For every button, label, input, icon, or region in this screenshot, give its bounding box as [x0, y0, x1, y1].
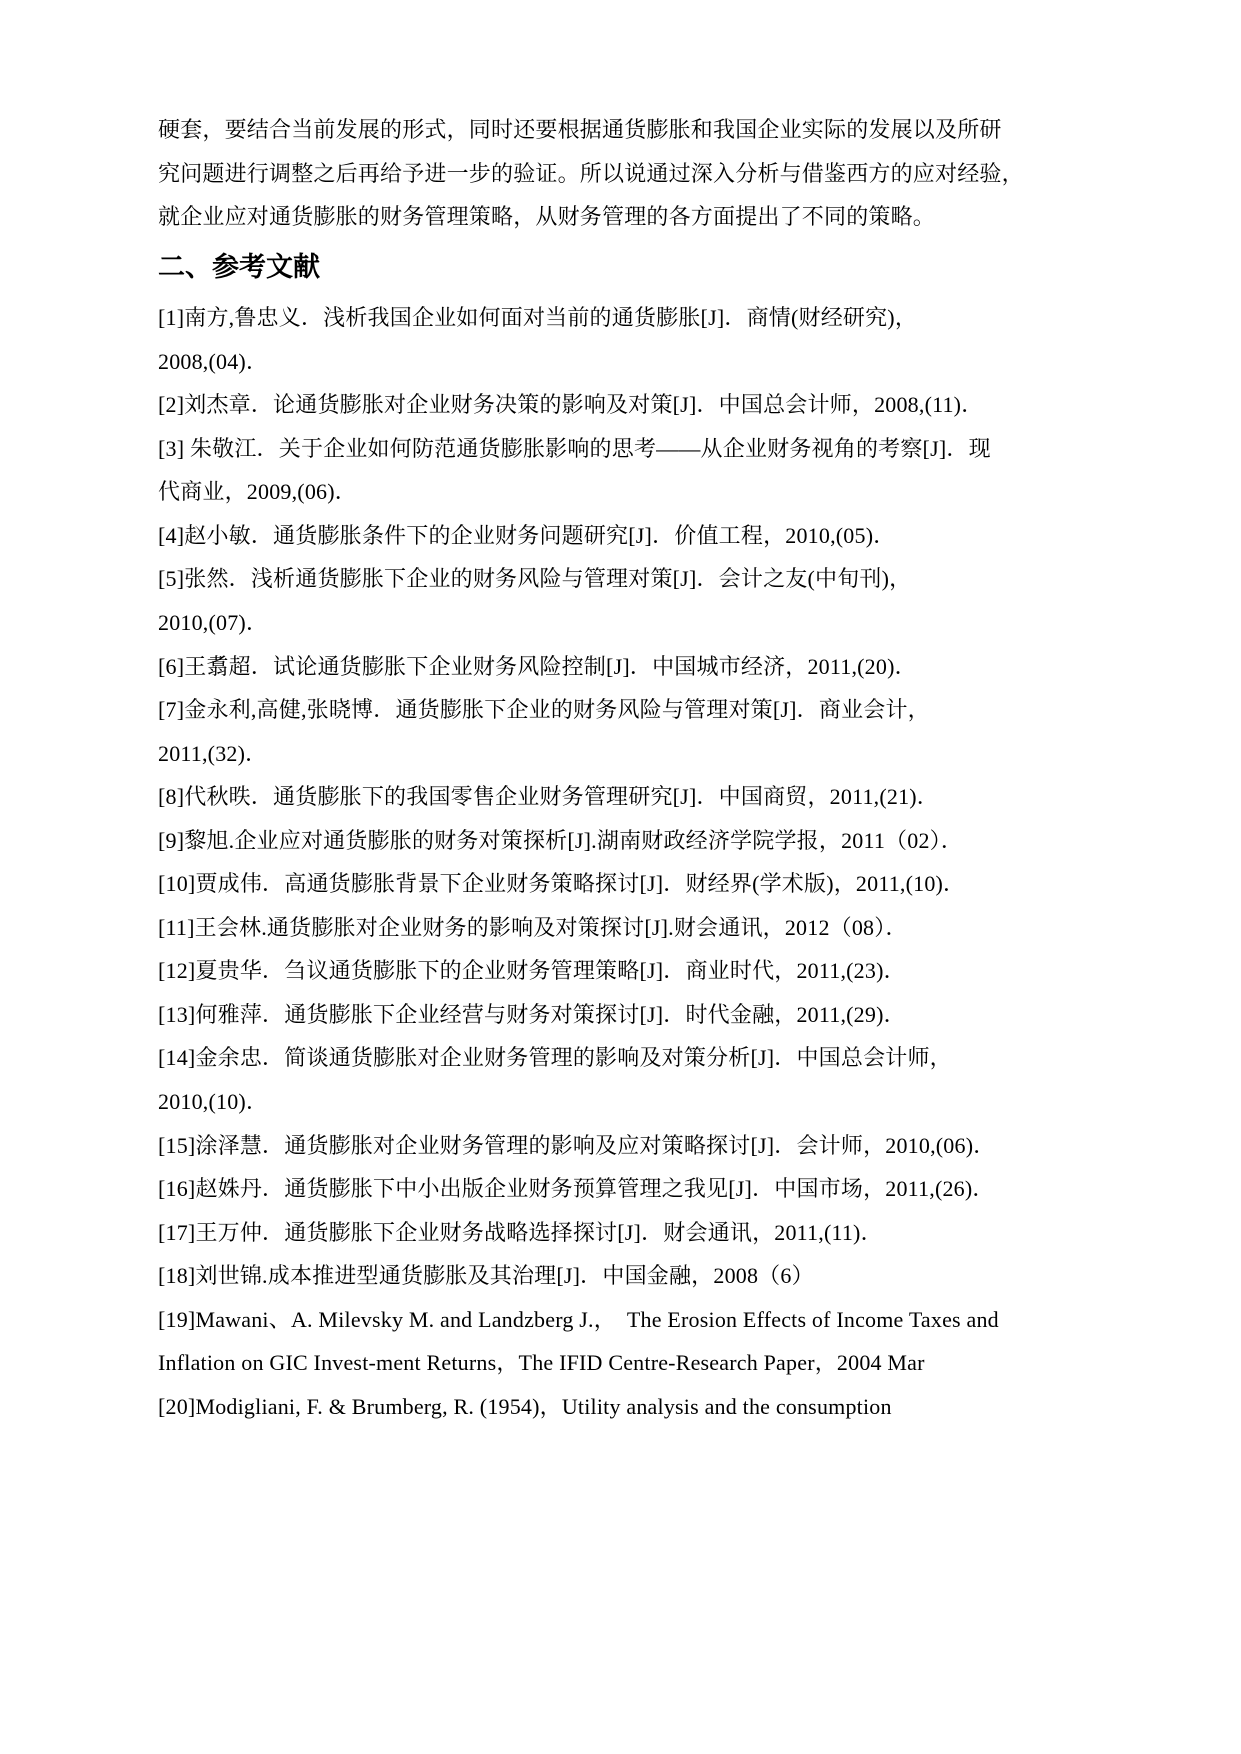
reference-line: [2]刘杰章．论通货膨胀对企业财务决策的影响及对策[J]．中国总会计师，2008,(11)．	[158, 392, 984, 418]
references-list	[158, 296, 1058, 1428]
reference-item	[158, 1298, 1058, 1385]
reference-item	[158, 1385, 1058, 1429]
reference-line: [4]赵小敏．通货膨胀条件下的企业财务问题研究[J]．价值工程，2010,(05)．	[158, 522, 896, 548]
reference-line: [13]何雅萍．通货膨胀下企业经营与财务对策探讨[J]．时代金融，2011,(29)．	[158, 1001, 906, 1027]
reference-line: [3] 朱敬江．关于企业如何防范通货膨胀影响的思考——从企业财务视角的考察[J]．现	[158, 435, 991, 461]
reference-line: [12]夏贵华．刍议通货膨胀下的企业财务管理策略[J]．商业时代，2011,(23)．	[158, 958, 906, 984]
reference-item	[158, 645, 1058, 689]
reference-line: 2010,(10)．	[158, 1088, 269, 1114]
paragraph-line: 硬套，要结合当前发展的形式，同时还要根据通货膨胀和我国企业实际的发展以及所研	[158, 117, 1002, 142]
reference-item	[158, 775, 1058, 819]
body-paragraph	[158, 108, 1058, 239]
reference-line: [11]王会林.通货膨胀对企业财务的影响及对策探讨[J].财会通讯，2012（08）．	[158, 914, 908, 940]
reference-line: [15]涂泽慧．通货膨胀对企业财务管理的影响及应对策略探讨[J]．会计师，2010,(06)．	[158, 1132, 996, 1158]
reference-line: [14]金余忠．简谈通货膨胀对企业财务管理的影响及对策分析[J]．中国总会计师，	[158, 1045, 952, 1071]
reference-item	[158, 1167, 1058, 1211]
reference-line: 2011,(32)．	[158, 740, 268, 766]
reference-line: [16]赵姝丹．通货膨胀下中小出版企业财务预算管理之我见[J]．中国市场，2011,(26)．	[158, 1176, 995, 1202]
reference-item	[158, 1124, 1058, 1168]
reference-item	[158, 1254, 1058, 1298]
reference-line: [8]代秋昳．通货膨胀下的我国零售企业财务管理研究[J]．中国商贸，2011,(21)．	[158, 784, 940, 810]
reference-line: [19]Mawani、A. Milevsky M. and Landzberg J.， The Erosion Effects of Income Taxes and	[158, 1306, 999, 1332]
reference-item	[158, 427, 1058, 514]
reference-item	[158, 862, 1058, 906]
reference-item	[158, 557, 1058, 644]
reference-item	[158, 819, 1058, 863]
reference-line: [5]张然．浅析通货膨胀下企业的财务风险与管理对策[J]．会计之友(中旬刊)，	[158, 566, 912, 592]
reference-line: [18]刘世锦.成本推进型通货膨胀及其治理[J]．中国金融，2008（6）	[158, 1263, 814, 1289]
reference-line: [7]金永利,高健,张晓博．通货膨胀下企业的财务风险与管理对策[J]．商业会计，	[158, 697, 930, 723]
reference-line: 2010,(07)．	[158, 609, 269, 635]
reference-item	[158, 688, 1058, 775]
reference-line: Inflation on GIC Invest-ment Returns，The IFID Centre-Research Paper，2004 Mar	[158, 1350, 925, 1376]
paragraph-line: 究问题进行调整之后再给予进一步的验证。所以说通过深入分析与借鉴西方的应对经验，	[158, 160, 1024, 186]
reference-line: [6]王翥超．试论通货膨胀下企业财务风险控制[J]．中国城市经济，2011,(20)．	[158, 653, 917, 679]
document-page	[158, 108, 1058, 1428]
reference-item	[158, 514, 1058, 558]
reference-line: [10]贾成伟．高通货膨胀背景下企业财务策略探讨[J]．财经界(学术版)，2011,(10)．	[158, 871, 966, 897]
reference-line: 代商业，2009,(06)．	[158, 479, 357, 505]
reference-line: 2008,(04)．	[158, 348, 269, 374]
reference-line: [9]黎旭.企业应对通货膨胀的财务对策探析[J].湖南财政经济学院学报，2011（02）．	[158, 827, 964, 853]
reference-line: [17]王万仲．通货膨胀下企业财务战略选择探讨[J]．财会通讯，2011,(11)．	[158, 1219, 883, 1245]
reference-item	[158, 1211, 1058, 1255]
reference-line: [20]Modigliani, F. & Brumberg, R. (1954)，Utility analysis and the consumption	[158, 1393, 892, 1419]
reference-item	[158, 993, 1058, 1037]
reference-item	[158, 1036, 1058, 1123]
paragraph-line: 就企业应对通货膨胀的财务管理策略，从财务管理的各方面提出了不同的策略。	[158, 204, 936, 230]
reference-item	[158, 296, 1058, 383]
section-heading: 二、参考文献	[158, 251, 320, 283]
reference-line: [1]南方,鲁忠义．浅析我国企业如何面对当前的通货膨胀[J]．商情(财经研究)，	[158, 305, 918, 331]
reference-item	[158, 383, 1058, 427]
reference-item	[158, 949, 1058, 993]
reference-item	[158, 906, 1058, 950]
